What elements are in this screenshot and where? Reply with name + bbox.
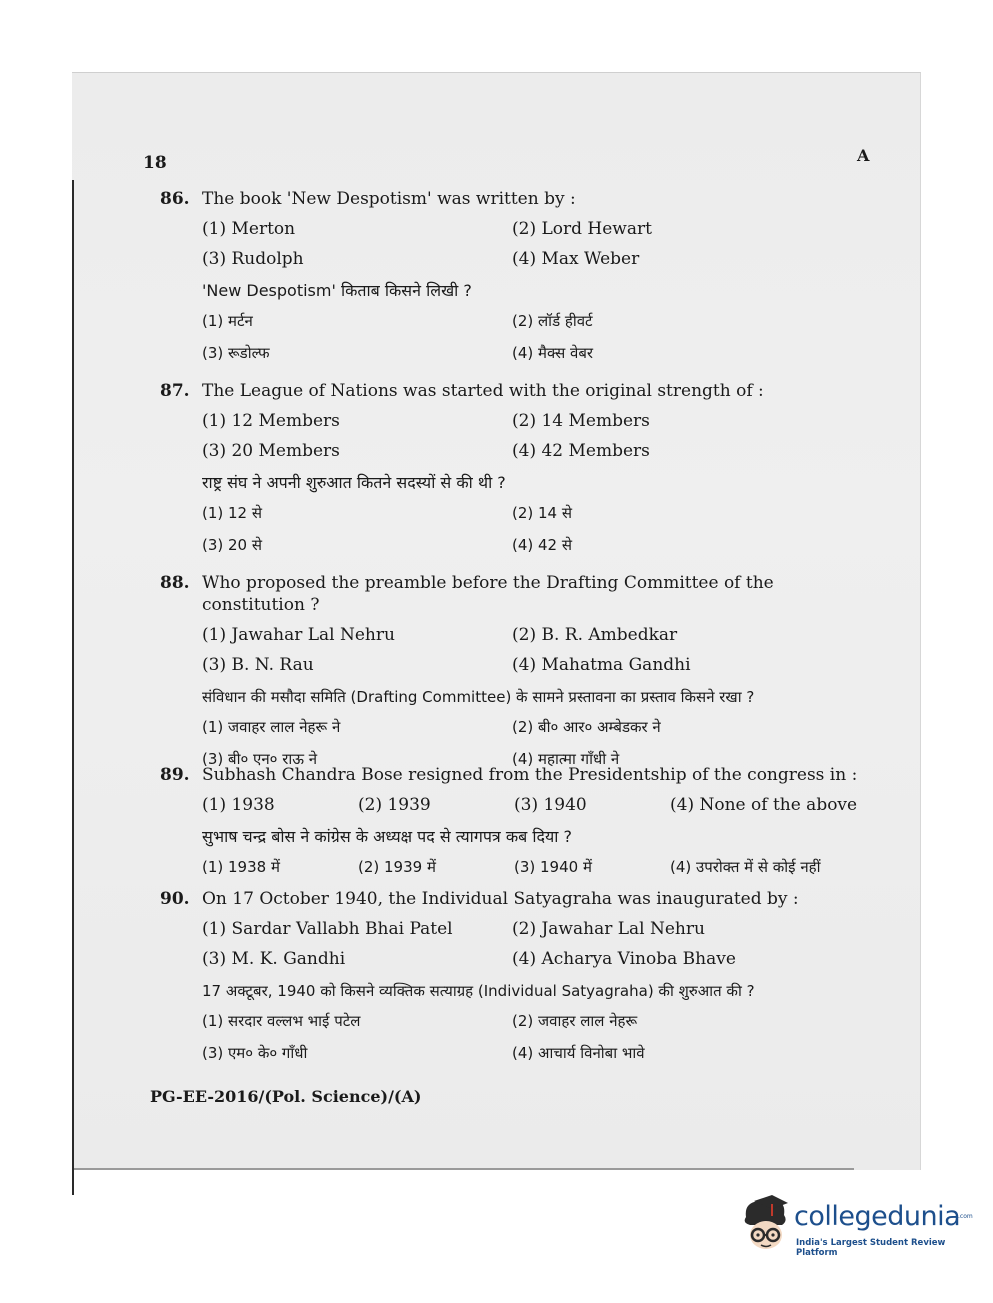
option-4-hindi: (4) महात्मा गाँधी ने xyxy=(512,750,620,768)
option-3: (3) 20 Members xyxy=(202,441,340,461)
question-text-hindi: 17 अक्टूबर, 1940 को किसने व्यक्तिक सत्याग्रह (Individual Satyagraha) की शुरुआत की ? xyxy=(202,982,755,1000)
option-4-hindi: (4) 42 से xyxy=(512,536,573,554)
option-2-hindi: (2) 1939 में xyxy=(358,858,436,876)
question-86 xyxy=(160,188,860,364)
option-1-hindi: (1) 12 से xyxy=(202,504,263,522)
options-english xyxy=(202,918,860,970)
option-4-hindi: (4) मैक्स वेबर xyxy=(512,344,594,362)
option-2: (2) B. R. Ambedkar xyxy=(512,625,678,645)
option-1: (1) 1938 xyxy=(202,795,275,815)
options-english xyxy=(202,218,860,270)
option-1: (1) Merton xyxy=(202,219,296,239)
options-hindi xyxy=(202,716,860,770)
page-edge-left xyxy=(72,180,74,1195)
option-2-hindi: (2) 14 से xyxy=(512,504,573,522)
question-text-hindi: 'New Despotism' किताब किसने लिखी ? xyxy=(202,281,472,300)
options-hindi xyxy=(202,1010,860,1064)
option-2-hindi: (2) बी० आर० अम्बेडकर ने xyxy=(512,718,661,736)
option-3: (3) 1940 xyxy=(514,795,587,815)
options-hindi xyxy=(202,856,860,878)
option-4: (4) 42 Members xyxy=(512,441,650,461)
question-89 xyxy=(160,764,860,878)
options-english xyxy=(202,624,860,676)
options-hindi xyxy=(202,310,860,364)
set-code: A xyxy=(857,146,870,165)
question-number: 90. xyxy=(160,889,190,909)
question-text: The League of Nations was started with the original strength of : xyxy=(202,381,764,401)
brand-name: collegedunia xyxy=(794,1201,961,1232)
question-text-hindi: सुभाष चन्द्र बोस ने कांग्रेस के अध्यक्ष पद से त्यागपत्र कब दिया ? xyxy=(202,827,572,846)
options-english xyxy=(202,794,860,816)
option-1-hindi: (1) मर्टन xyxy=(202,312,253,330)
question-text: On 17 October 1940, the Individual Satyagraha was inaugurated by : xyxy=(202,889,799,909)
brand-tagline: India's Largest Student Review Platform xyxy=(796,1238,946,1258)
option-3-hindi: (3) 20 से xyxy=(202,536,263,554)
option-3-hindi: (3) 1940 में xyxy=(514,858,592,876)
question-number: 89. xyxy=(160,765,190,785)
option-1: (1) 12 Members xyxy=(202,411,340,431)
option-2: (2) Lord Hewart xyxy=(512,219,652,239)
option-3: (3) Rudolph xyxy=(202,249,304,269)
option-4: (4) Mahatma Gandhi xyxy=(512,655,691,675)
option-3-hindi: (3) रूडोल्फ xyxy=(202,344,270,362)
option-1-hindi: (1) 1938 में xyxy=(202,858,280,876)
question-text: Who proposed the preamble before the Drafting Committee of the constitution ? xyxy=(202,573,774,615)
option-1-hindi: (1) सरदार वल्लभ भाई पटेल xyxy=(202,1012,361,1030)
option-3-hindi: (3) बी० एन० राऊ ने xyxy=(202,750,318,768)
page-number: 18 xyxy=(143,153,167,173)
mascot-icon xyxy=(738,1195,794,1257)
options-english xyxy=(202,410,860,462)
page-edge-bottom xyxy=(74,1168,854,1170)
option-2: (2) 1939 xyxy=(358,795,431,815)
option-4-hindi: (4) उपरोक्त में से कोई नहीं xyxy=(670,858,821,876)
option-4: (4) Max Weber xyxy=(512,249,640,269)
option-3: (3) M. K. Gandhi xyxy=(202,949,346,969)
paper-code: PG-EE-2016/(Pol. Science)/(A) xyxy=(150,1087,422,1106)
question-number: 88. xyxy=(160,573,190,593)
question-text: The book 'New Despotism' was written by : xyxy=(202,189,576,209)
option-2: (2) 14 Members xyxy=(512,411,650,431)
question-number: 87. xyxy=(160,381,190,401)
brand-domain: .com xyxy=(958,1213,973,1220)
question-text-hindi: राष्ट्र संघ ने अपनी शुरुआत कितने सदस्यों से की थी ? xyxy=(202,473,506,492)
option-2: (2) Jawahar Lal Nehru xyxy=(512,919,705,939)
collegedunia-watermark xyxy=(738,1195,973,1265)
option-2-hindi: (2) लॉर्ड हीवर्ट xyxy=(512,312,593,330)
option-4: (4) Acharya Vinoba Bhave xyxy=(512,949,736,969)
option-1: (1) Jawahar Lal Nehru xyxy=(202,625,395,645)
question-number: 86. xyxy=(160,189,190,209)
question-text-hindi: संविधान की मसौदा समिति (Drafting Committee) के सामने प्रस्तावना का प्रस्ताव किसने रखा ? xyxy=(202,688,755,706)
option-1-hindi: (1) जवाहर लाल नेहरू ने xyxy=(202,718,341,736)
option-3-hindi: (3) एम० के० गाँधी xyxy=(202,1044,308,1062)
option-4: (4) None of the above xyxy=(670,795,858,815)
question-90 xyxy=(160,888,860,1064)
options-hindi xyxy=(202,502,860,556)
question-text: Subhash Chandra Bose resigned from the Presidentship of the congress in : xyxy=(202,765,858,785)
option-1: (1) Sardar Vallabh Bhai Patel xyxy=(202,919,453,939)
option-3: (3) B. N. Rau xyxy=(202,655,314,675)
option-4-hindi: (4) आचार्य विनोबा भावे xyxy=(512,1044,645,1062)
question-87 xyxy=(160,380,860,556)
question-88 xyxy=(160,572,860,770)
option-2-hindi: (2) जवाहर लाल नेहरू xyxy=(512,1012,638,1030)
